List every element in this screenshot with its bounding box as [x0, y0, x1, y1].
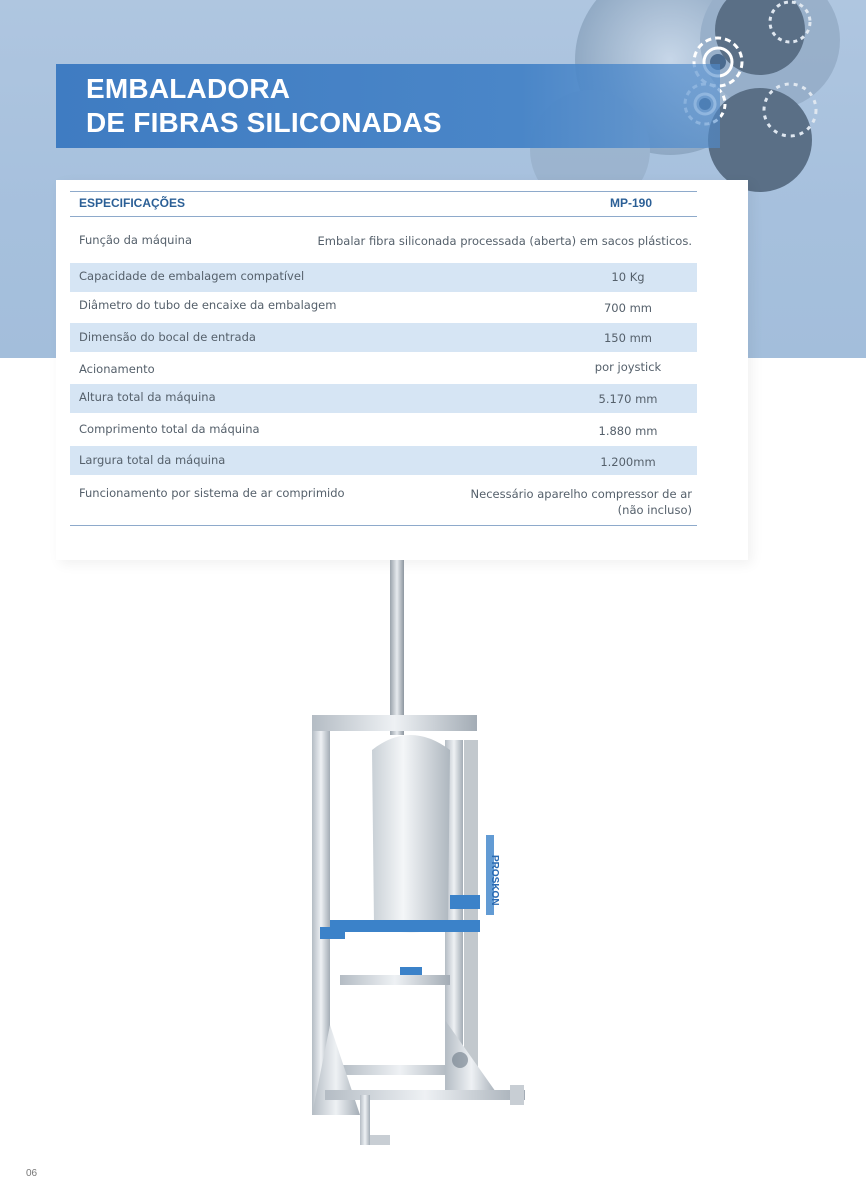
spec-value: Embalar fibra siliconada processada (aberta) em sacos plásticos.	[317, 234, 692, 248]
spec-label: Comprimento total da máquina	[79, 422, 260, 436]
spec-label: Função da máquina	[79, 233, 192, 247]
spec-header-model: MP-190	[609, 196, 652, 210]
spec-row	[70, 384, 697, 413]
spec-value: 700 mm	[603, 301, 652, 315]
spec-table-header	[70, 191, 697, 217]
packing-tube	[372, 735, 450, 933]
spec-card	[56, 180, 748, 560]
spec-label: Diâmetro do tubo de encaixe da embalagem	[79, 298, 337, 312]
spec-label: Largura total da máquina	[79, 453, 226, 467]
spec-value: 5.170 mm	[598, 392, 658, 406]
spec-row	[70, 475, 697, 526]
mast	[390, 560, 404, 735]
spec-row	[70, 263, 697, 292]
spec-header-label: ESPECIFICAÇÕES	[79, 196, 186, 210]
spec-row	[70, 446, 697, 475]
spec-table	[70, 191, 697, 526]
machine-brand-label: PROSKON	[489, 855, 500, 906]
machine-illustration	[280, 555, 580, 1185]
spec-label: Funcionamento por sistema de ar comprimido	[79, 486, 345, 500]
spec-row	[70, 292, 697, 323]
spec-value: 150 mm	[603, 331, 652, 345]
page-title-line1: EMBALADORA	[86, 73, 291, 104]
spec-value: 1.880 mm	[598, 424, 658, 438]
spec-row	[70, 217, 697, 263]
page-number: 06	[26, 1168, 38, 1179]
spec-label: Capacidade de embalagem compatível	[79, 269, 305, 283]
page-title-line2: DE FIBRAS SILICONADAS	[86, 107, 442, 138]
spec-value-line: (não incluso)	[617, 503, 692, 517]
spec-value	[471, 486, 692, 518]
spec-value: 1.200mm	[600, 455, 656, 469]
spec-value: 10 Kg	[611, 270, 645, 284]
spec-label: Dimensão do bocal de entrada	[79, 330, 256, 344]
spec-row	[70, 352, 697, 384]
spec-value: por joystick	[594, 360, 662, 374]
spec-label: Altura total da máquina	[79, 390, 216, 404]
spec-row	[70, 413, 697, 446]
title-banner	[56, 64, 720, 148]
spec-value-line: Necessário aparelho compressor de ar	[470, 487, 692, 501]
spec-row	[70, 323, 697, 352]
spec-label: Acionamento	[79, 362, 155, 376]
